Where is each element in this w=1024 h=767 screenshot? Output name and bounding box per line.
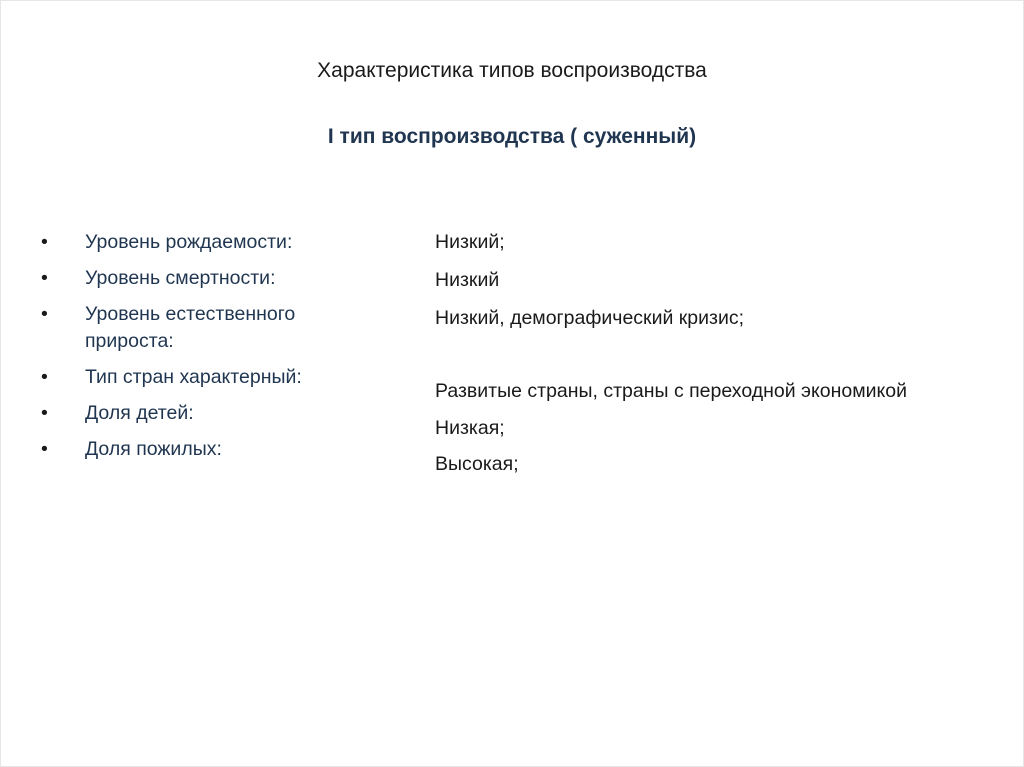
- indicator-value-children-share: Низкая;: [435, 417, 505, 439]
- indicator-label-country-type: [41, 364, 371, 391]
- indicator-label: Доля детей:: [85, 402, 194, 424]
- slide-title: Характеристика типов воспроизводства: [317, 59, 707, 82]
- slide-subtitle: I тип воспроизводства ( суженный): [327, 125, 697, 148]
- bullet-icon: •: [41, 366, 48, 388]
- bullet-icon: •: [41, 438, 48, 460]
- indicator-label: Уровень естественного прироста:: [85, 303, 296, 352]
- bullet-icon: •: [41, 402, 48, 424]
- indicator-value-country-type: Развитые страны, страны с переходной экономикой: [435, 380, 907, 402]
- indicator-label: Уровень рождаемости:: [85, 231, 293, 253]
- bullet-icon: •: [41, 231, 48, 253]
- bullet-icon: •: [41, 303, 48, 325]
- bullet-icon: •: [41, 267, 48, 289]
- indicator-value-birth-rate: Низкий;: [435, 231, 505, 253]
- indicator-value-death-rate: Низкий: [435, 269, 500, 291]
- indicator-label-birth-rate: [41, 229, 371, 256]
- indicator-label-death-rate: [41, 265, 371, 292]
- indicator-label-children-share: [41, 400, 371, 427]
- indicator-value-natural-growth: Низкий, демографический кризис;: [435, 307, 745, 329]
- indicator-list: [41, 229, 371, 472]
- indicator-label: Тип стран характерный:: [85, 366, 302, 388]
- indicator-label-natural-growth: [41, 301, 335, 355]
- indicator-label-elderly-share: [41, 436, 371, 463]
- indicator-value-elderly-share: Высокая;: [435, 453, 519, 475]
- indicator-label: Доля пожилых:: [85, 438, 222, 460]
- indicator-label: Уровень смертности:: [85, 267, 276, 289]
